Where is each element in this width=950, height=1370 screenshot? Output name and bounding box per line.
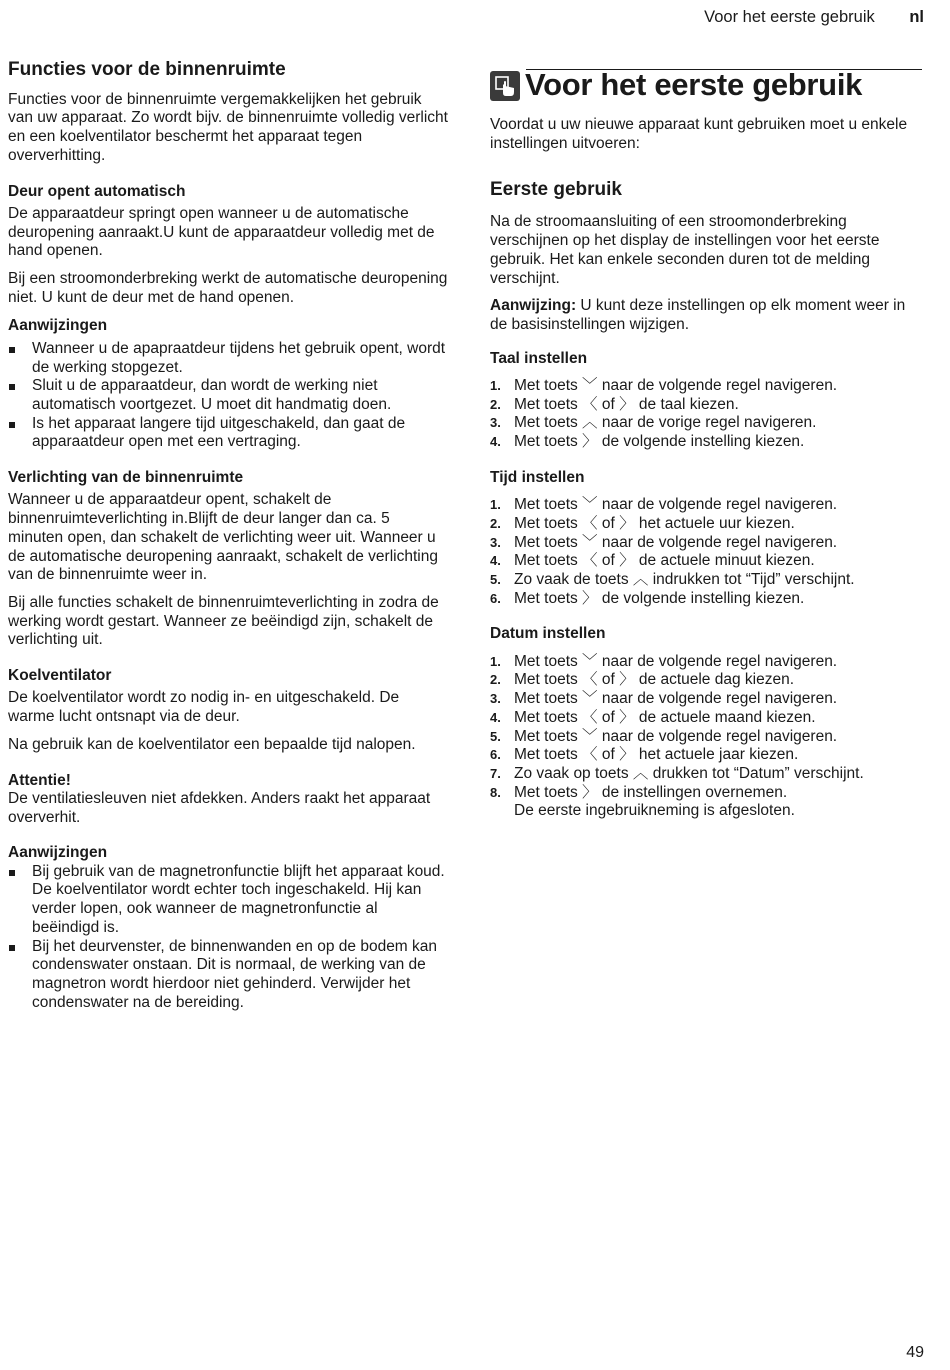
para-verlichting-1: Wanneer u de apparaatdeur opent, schakelt de binnenruimteverlichting in.Blijft de deur langer dan ca. 5 minuten open, dan schakelt de verlichting weer uit. Wanneer u de automatische deuropening aanraakt, schakelt de verlichting van de binnenruimte weer in. (8, 491, 438, 584)
bullet-icon (9, 384, 15, 390)
list-item: 3. Met toets ﹀ naar de volgende regel navigeren. (490, 533, 838, 551)
heading-functies: Functies voor de binnenruimte (8, 59, 286, 80)
para-intro: Voordat u uw nieuwe apparaat kunt gebruiken moet u enkele instellingen uitvoeren: (490, 116, 908, 152)
para-koel-2: Na gebruik kan de koelventilator een bepaalde tijd nalopen. (8, 735, 416, 753)
list-item: 5. Zo vaak de toets ︿ indrukken tot “Tijd” verschijnt. (490, 571, 855, 588)
list-item: 2. Met toets 〈 of 〉 het actuele uur kiezen. (490, 514, 795, 532)
heading-aanwijzingen-2: Aanwijzingen (8, 844, 108, 862)
header-language: nl (909, 8, 924, 26)
bullet-icon (9, 870, 15, 876)
para-verlichting-2: Bij alle functies schakelt de binnenruimteverlichting in zodra de werking wordt gestart. Wanneer ze beëindigd zijn, schakelt de verlichting uit. (8, 593, 439, 649)
chapter-title-row (490, 62, 922, 108)
heading-eerste-gebruik: Eerste gebruik (490, 179, 622, 201)
para-koel-1: De koelventilator wordt zo nodig in- en uitgeschakeld. De warme lucht ontsnapt via de deur. (8, 689, 400, 726)
heading-attentie: Attentie! (8, 771, 71, 789)
bullet-icon (9, 422, 15, 428)
heading-deur: Deur opent automatisch (8, 182, 186, 200)
heading-koelventilator: Koelventilator (8, 667, 112, 685)
heading-aanwijzingen-1: Aanwijzingen (8, 317, 108, 335)
page-number: 49 (906, 1344, 924, 1361)
list-item: 1. Met toets ﹀ naar de volgende regel navigeren. (490, 496, 838, 514)
aanwijzing-label: Aanwijzing: (490, 297, 577, 315)
running-header (704, 8, 924, 27)
list-item: 5. Met toets ﹀ naar de volgende regel navigeren. (490, 727, 838, 745)
list-item: Is het apparaat langere tijd uitgeschakeld, dan gaat de apparaatdeur open met een vertraging. (8, 415, 448, 452)
aanwijzingen-list-2 (8, 863, 448, 1013)
list-item: 2. Met toets 〈 of 〉 de taal kiezen. (490, 395, 739, 413)
list-item: Bij gebruik van de magnetronfunctie blijft het apparaat koud. De koelventilator wordt echter toch ingeschakeld. Hij kan verder lopen, ook wanneer de magnetronfunctie al beëindigd is. (8, 863, 448, 938)
para-deur-2: Bij een stroomonderbreking werkt de automatische deuropening niet. U kunt de deur met de hand openen. (8, 270, 448, 306)
para-eerste-gebruik: Na de stroomaansluiting of een stroomonderbreking verschijnen op het display de instellingen voor het eerste gebruik. Het kan enkele seconden duren tot de melding verschijnt. (490, 213, 880, 287)
para-deur-1: De apparaatdeur springt open wanneer u de automatische deuropening aanraakt.U kunt de apparaatdeur volledig met de hand openen. (8, 204, 435, 260)
aanwijzingen-list-1 (8, 340, 448, 452)
chapter-title: Voor het eerste gebruik (525, 67, 863, 102)
list-item: 6. Met toets 〈 of 〉 het actuele jaar kiezen. (490, 746, 799, 764)
list-item: 3. Met toets ﹀ naar de volgende regel navigeren. (490, 690, 838, 708)
list-item: Bij het deurvenster, de binnenwanden en op de bodem kan condenswater onstaan. Dit is normaal, de werking van de magnetron wordt hierdoor niet gehinderd. Verwijder het condenswater na de bereiding. (8, 938, 448, 1013)
heading-verlichting: Verlichting van de binnenruimte (8, 469, 244, 487)
para-attentie: De ventilatiesleuven niet afdekken. Anders raakt het apparaat oververhit. (8, 789, 431, 826)
tijd-steps (490, 496, 922, 608)
title-rule (526, 69, 922, 70)
datum-steps (490, 653, 922, 821)
bullet-icon (9, 945, 15, 951)
list-item: 1. Met toets ﹀ naar de volgende regel navigeren. (490, 377, 838, 394)
taal-steps (490, 377, 922, 452)
list-item: 2. Met toets 〈 of 〉 de actuele dag kiezen. (490, 671, 795, 689)
list-item: Sluit u de apparaatdeur, dan wordt de werking niet automatisch voortgezet. U moet dit handmatig doen. (8, 377, 448, 414)
list-item: 3. Met toets ︿ naar de vorige regel navigeren. (490, 414, 817, 432)
heading-datum: Datum instellen (490, 625, 606, 643)
right-column (490, 58, 922, 830)
list-item: 6. Met toets 〉 de volgende instelling kiezen. (490, 589, 805, 607)
para-functies: Functies voor de binnenruimte vergemakkelijken het gebruik van uw apparaat. Zo wordt bijv. de binnenruimte volledig verlicht en een koelventilator beschermt het apparaat tegen oververhitting. (8, 90, 448, 164)
header-section: Voor het eerste gebruik (704, 8, 875, 26)
list-item: 4. Met toets 〉 de volgende instelling kiezen. (490, 433, 805, 451)
aanwijzing-text: U kunt deze instellingen op elk moment weer in de basisinstellingen wijzigen. (490, 297, 906, 333)
list-item: 7. Zo vaak op toets ︿ drukken tot “Datum” verschijnt. (490, 765, 864, 782)
datum-end-note: De eerste ingebruikneming is afgesloten. (514, 802, 795, 820)
heading-tijd: Tijd instellen (490, 468, 585, 486)
left-column (8, 58, 448, 1021)
list-item: Wanneer u de apapraatdeur tijdens het gebruik opent, wordt de werking stopgezet. (8, 340, 448, 377)
list-item: 8. Met toets 〉 de instellingen overnemen. De eerste ingebruikneming is afgesloten. (490, 783, 795, 820)
list-item: 4. Met toets 〈 of 〉 de actuele maand kiezen. (490, 708, 816, 726)
heading-taal: Taal instellen (490, 349, 588, 367)
list-item: 4. Met toets 〈 of 〉 de actuele minuut kiezen. (490, 552, 815, 570)
bullet-icon (9, 347, 15, 353)
hand-touch-icon (490, 71, 520, 101)
list-item: 1. Met toets ﹀ naar de volgende regel navigeren. (490, 652, 838, 670)
para-aanwijzing (490, 297, 922, 334)
